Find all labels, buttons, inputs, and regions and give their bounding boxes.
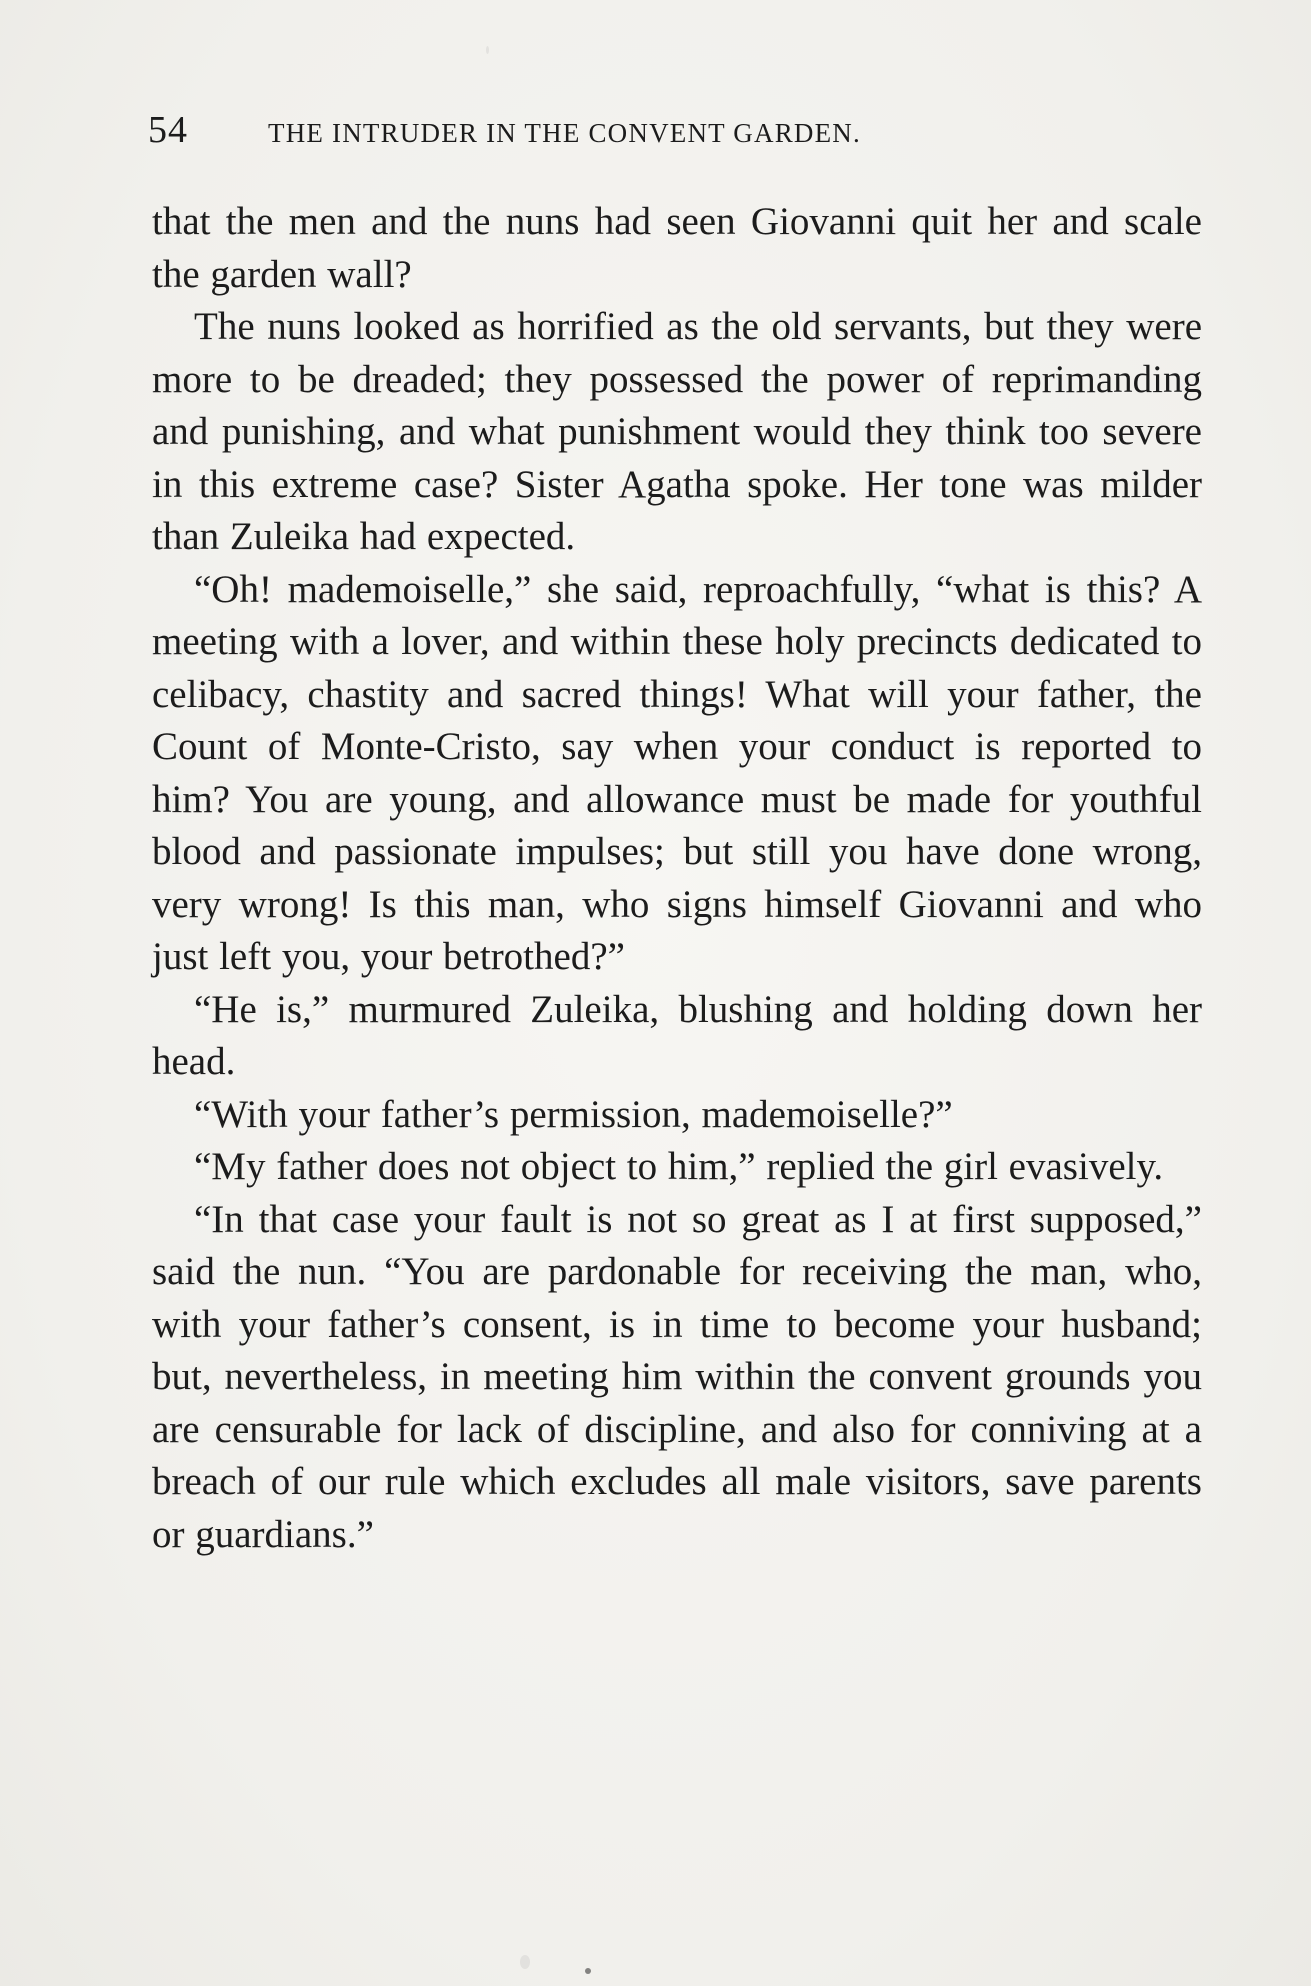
paragraph: that the men and the nuns had seen Giovanni quit her and scale the garden wall? [152, 200, 1202, 296]
paragraph: “He is,” murmured Zuleika, blushing and holding down her head. [152, 987, 1202, 1083]
running-head [148, 108, 1198, 156]
paragraph: “Oh! mademoiselle,” she said, reproachfully, “what is this? A meeting with a lover, and within these holy precincts dedicated to celibacy, chastity and sacred things! What will your father, the Count of Monte-Cristo, say when your conduct is reported to him? You are young, and allowance must be made for youthful blood and passionate impulses; but still you have done wrong, very wrong! Is this man, who signs himself Giovanni and who just left you, your betrothed?” [152, 567, 1202, 978]
paragraph: The nuns looked as horrified as the old servants, but they were more to be dreaded; they possessed the power of reprimanding and punishing, and what punishment would they think too severe in this extreme case? Sister Agatha spoke. Her tone was milder than Zuleika had expected. [152, 305, 1202, 558]
print-speck [520, 1955, 530, 1969]
page-number: 54 [148, 109, 188, 151]
paragraph: “My father does not object to him,” replied the girl evasively. [194, 1145, 1164, 1188]
print-speck [585, 1968, 591, 1974]
paragraph: “In that case your fault is not so great as I at first supposed,” said the nun. “You are pardonable for receiving the man, who, with your father’s consent, is in time to become your husband; but, nevertheless, in meeting him within the convent grounds you are censurable for lack of discipline, and also for conniving at a breach of our rule which excludes all male visitors, save parents or guardians.” [152, 1197, 1202, 1556]
print-speck [486, 46, 489, 54]
paragraph: “With your father’s permission, mademoiselle?” [194, 1092, 953, 1136]
running-title: THE INTRUDER IN THE CONVENT GARDEN. [268, 118, 861, 148]
body-text [152, 196, 1202, 1561]
